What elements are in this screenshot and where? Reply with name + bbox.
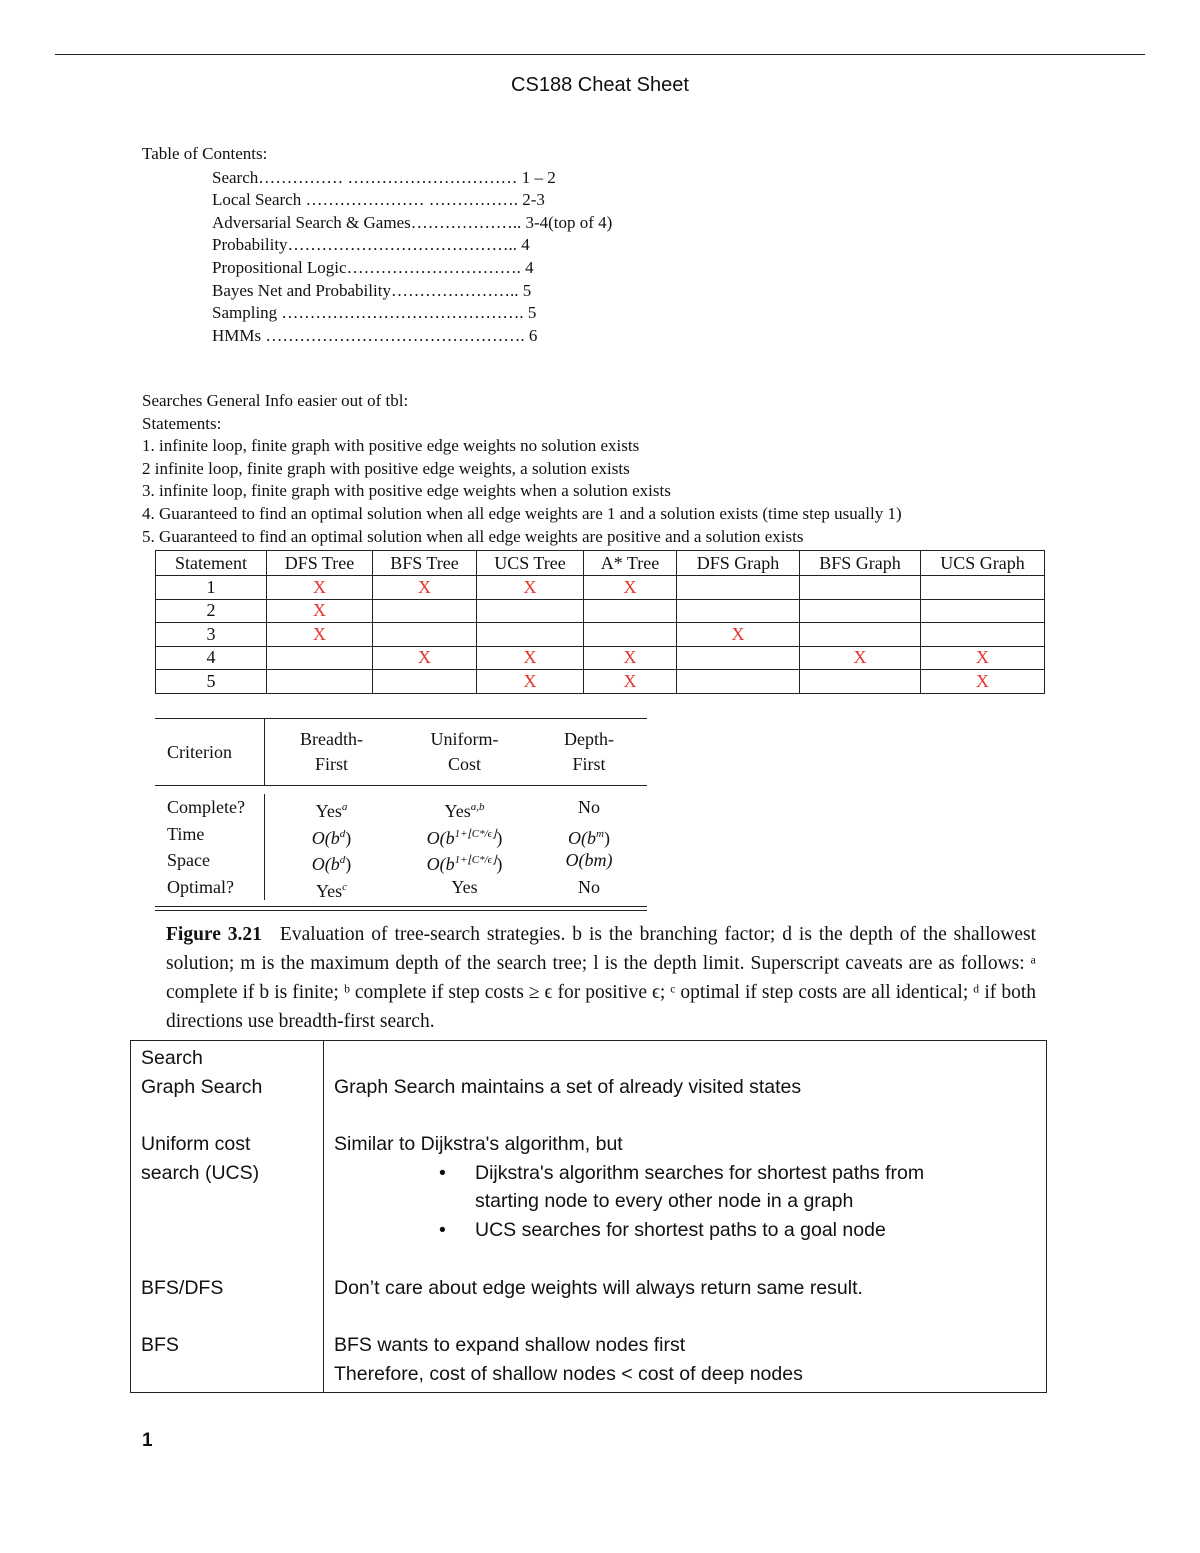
value-cell: No	[578, 797, 600, 817]
table-cell	[800, 623, 921, 647]
table-cell	[921, 623, 1045, 647]
list-item	[334, 1216, 1036, 1245]
uniform-cost-header	[398, 719, 531, 785]
description-text: starting node to every other node in a graph	[475, 1190, 854, 1213]
column-header: BFS Tree	[373, 551, 477, 576]
value-cell: O(bm)	[565, 850, 613, 870]
table-cell: X	[267, 599, 373, 623]
table-row	[156, 646, 1045, 670]
statement-line: 5. Guaranteed to find an optimal solution when all edge weights are positive and a solution exists	[142, 526, 804, 546]
table-row	[156, 623, 1045, 647]
column-header: BFS Graph	[800, 551, 921, 576]
value-cell: Yes	[451, 876, 478, 897]
table-cell: X	[477, 646, 584, 670]
topic-column	[131, 1041, 324, 1393]
description-text: Dijkstra's algorithm searches for shortest paths from	[475, 1161, 925, 1184]
column-header: A* Tree	[584, 551, 677, 576]
criterion-label: Complete?	[167, 797, 245, 817]
value-cell: Yes$^c$	[315, 880, 348, 901]
column-header: UCS Graph	[921, 551, 1045, 576]
header-line: Cost	[447, 754, 481, 774]
topic-label: Graph Search	[141, 1075, 263, 1098]
header-line: First	[314, 754, 348, 774]
statement-line: 3. infinite loop, finite graph with positive edge weights when a solution exists	[142, 481, 671, 501]
table-cell	[477, 599, 584, 623]
table-cell	[677, 599, 800, 623]
criterion-header: Criterion	[155, 719, 265, 785]
topic-label: Search	[141, 1047, 203, 1069]
toc-line: Search…………… ………………………… 1 – 2	[212, 167, 556, 187]
statement-line: 4. Guaranteed to find an optimal solution when all edge weights are 1 and a solution exists (time step usually 1)	[142, 503, 902, 523]
description-column	[324, 1041, 1047, 1393]
table-cell: X	[584, 670, 677, 694]
table-cell: X	[921, 670, 1045, 694]
table-cell	[677, 576, 800, 600]
breadth-first-header	[265, 719, 398, 785]
depth-first-header	[531, 719, 647, 785]
caption-text: Evaluation of tree-search strategies. b is the branching factor; d is the depth of the shallowest solution; m is the maximum depth of the search tree; l is the depth limit. Superscript caveats are as follows: ᵃ complete if b is finite; ᵇ complete if step costs ≥ ϵ for positive ϵ; ᶜ optimal if step costs are all identical; ᵈ if both directions use breadth-first search.	[166, 924, 1036, 1032]
table-cell: X	[584, 646, 677, 670]
bullet-icon: •	[439, 1161, 446, 1184]
topic-label: search (UCS)	[141, 1161, 260, 1184]
criterion-label: Time	[167, 823, 205, 844]
description-text: Similar to Dijkstra's algorithm, but	[334, 1133, 623, 1156]
page-number: 1	[142, 1430, 153, 1451]
value-cell: $O(b^d)$	[311, 854, 352, 874]
header-line: First	[572, 754, 606, 774]
header-line: Breadth-	[300, 729, 363, 749]
statement-line: 2 infinite loop, finite graph with positive edge weights, a solution exists	[142, 458, 630, 478]
table-cell: X	[477, 576, 584, 600]
table-cell: X	[800, 646, 921, 670]
table-cell	[584, 599, 677, 623]
table-cell: X	[584, 576, 677, 600]
toc-line: HMMs ………………………………………. 6	[212, 325, 538, 345]
evaluation-table	[155, 718, 647, 911]
table-cell: X	[373, 576, 477, 600]
table-cell: X	[267, 623, 373, 647]
table-cell	[921, 599, 1045, 623]
table-cell	[921, 576, 1045, 600]
description-text: Graph Search maintains a set of already visited states	[334, 1075, 802, 1098]
page-title: CS188 Cheat Sheet	[511, 74, 689, 96]
table-cell: 5	[156, 670, 267, 694]
table-cell: X	[921, 646, 1045, 670]
topic-label: BFS	[141, 1333, 179, 1356]
column-header: DFS Graph	[677, 551, 800, 576]
evaluation-header	[155, 719, 647, 786]
bullet-icon: •	[439, 1219, 446, 1242]
table-cell	[677, 646, 800, 670]
statements-heading: Statements:	[142, 413, 222, 433]
value-cell: $O(b^m)$	[568, 827, 610, 848]
toc-line: Bayes Net and Probability………………….. 5	[212, 280, 532, 300]
table-cell	[800, 670, 921, 694]
header-rule	[55, 54, 1145, 55]
table-row	[156, 576, 1045, 600]
table-cell: X	[477, 670, 584, 694]
evaluation-body	[155, 786, 647, 906]
toc-line: Propositional Logic…………………………. 4	[212, 257, 534, 277]
table-row	[131, 1041, 1047, 1393]
uniform-cost-column	[398, 794, 531, 900]
table-cell: X	[267, 576, 373, 600]
table-cell: 2	[156, 599, 267, 623]
table-row	[156, 599, 1045, 623]
table-cell	[677, 670, 800, 694]
topic-label: BFS/DFS	[141, 1276, 224, 1299]
column-header: DFS Tree	[267, 551, 373, 576]
description-text: Don’t care about edge weights will always return same result.	[334, 1276, 863, 1299]
value-cell: No	[578, 876, 600, 897]
table-cell	[800, 599, 921, 623]
description-text: BFS wants to expand shallow nodes first	[334, 1333, 686, 1356]
description-text: Therefore, cost of shallow nodes < cost of deep nodes	[334, 1362, 803, 1385]
table-header-row	[156, 551, 1045, 576]
search-statements	[142, 390, 902, 548]
table-cell: 4	[156, 646, 267, 670]
toc-heading: Table of Contents:	[142, 144, 268, 163]
value-cell: $O(b^d)$	[311, 827, 352, 848]
topic-label: Uniform cost	[141, 1133, 251, 1156]
value-cell: $O(b^{1+⌊C*/\epsilon⌋})$	[426, 854, 503, 874]
table-cell: 1	[156, 576, 267, 600]
section-heading: Searches General Info easier out of tbl:	[142, 391, 409, 410]
toc-line: Sampling ……………………………………. 5	[212, 303, 537, 323]
value-cell: Yes$^a$	[315, 801, 348, 821]
table-cell: 3	[156, 623, 267, 647]
table-cell	[373, 623, 477, 647]
criterion-label: Space	[167, 850, 210, 870]
table-cell	[267, 646, 373, 670]
table-cell	[584, 623, 677, 647]
statement-line: 1. infinite loop, finite graph with positive edge weights no solution exists	[142, 436, 640, 456]
header-line: Uniform-	[430, 729, 499, 749]
header-line: Depth-	[564, 729, 614, 749]
toc-line: Probability………………………………….. 4	[212, 235, 530, 255]
criteria-column	[155, 794, 265, 900]
list-item	[334, 1159, 1036, 1216]
column-header: UCS Tree	[477, 551, 584, 576]
toc-line: Adversarial Search & Games……………….. 3-4(top of 4)	[212, 212, 613, 232]
description-text: UCS searches for shortest paths to a goal node	[475, 1219, 886, 1242]
value-cell: $O(b^{1+⌊C*/\epsilon⌋})$	[426, 827, 503, 848]
table-cell	[373, 599, 477, 623]
column-header: Statement	[156, 551, 267, 576]
table-cell: X	[373, 646, 477, 670]
table-cell	[477, 623, 584, 647]
criterion-label: Optimal?	[167, 876, 234, 897]
table-cell	[373, 670, 477, 694]
value-cell: Yes$^{a,b}$	[444, 801, 485, 821]
statement-table	[155, 550, 1045, 694]
table-cell: X	[677, 623, 800, 647]
table-of-contents	[142, 143, 612, 347]
breadth-first-column	[265, 794, 398, 900]
figure-caption	[166, 920, 1036, 1036]
table-row	[156, 670, 1045, 694]
table-cell	[267, 670, 373, 694]
figure-label: Figure 3.21	[166, 924, 262, 945]
search-notes-table	[130, 1040, 1047, 1393]
table-cell	[800, 576, 921, 600]
toc-line: Local Search ………………… ……………. 2-3	[212, 190, 545, 210]
depth-first-column	[531, 794, 647, 900]
